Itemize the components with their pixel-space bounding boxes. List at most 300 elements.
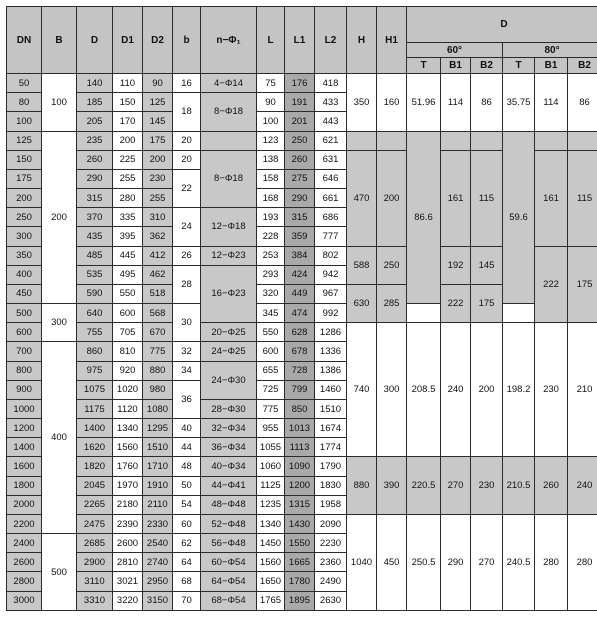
- cell-b: 36: [173, 380, 201, 418]
- col-header-b-group: B: [42, 7, 77, 74]
- cell-l1: 1895: [285, 591, 315, 610]
- cell-l: 550: [257, 323, 285, 342]
- cell-b2-60: 200: [471, 323, 503, 457]
- cell-d2: 670: [143, 323, 173, 342]
- cell-b: 60: [173, 514, 201, 533]
- cell-dn: 700: [7, 342, 42, 361]
- cell-dn: 2600: [7, 553, 42, 572]
- cell-t80: 35.75: [503, 74, 535, 132]
- cell-l: 775: [257, 399, 285, 418]
- cell-l1: 384: [285, 246, 315, 265]
- cell-d: 185: [77, 93, 113, 112]
- cell-n-phi: 8−Φ18: [201, 150, 257, 208]
- cell-l1: 449: [285, 284, 315, 303]
- cell-d1: 1760: [113, 457, 143, 476]
- cell-b: 30: [173, 304, 201, 342]
- cell-l: 158: [257, 169, 285, 188]
- cell-n-phi: 44−Φ41: [201, 476, 257, 495]
- cell-b: 20: [173, 150, 201, 169]
- cell-n-phi: 12−Φ18: [201, 208, 257, 246]
- cell-dn: 350: [7, 246, 42, 265]
- cell-b2-80-blank: [568, 131, 597, 150]
- cell-l: 1650: [257, 572, 285, 591]
- cell-h: 630: [347, 284, 377, 322]
- col-header-l1: L1: [285, 7, 315, 74]
- cell-h1: 160: [377, 74, 407, 132]
- table-row: [7, 514, 597, 533]
- cell-d2: 145: [143, 112, 173, 131]
- cell-l: 1060: [257, 457, 285, 476]
- cell-d: 2900: [77, 553, 113, 572]
- cell-n-phi: 24−Φ30: [201, 361, 257, 399]
- col-header-dn: DN: [7, 7, 42, 74]
- cell-d1: 1560: [113, 438, 143, 457]
- cell-l1: 315: [285, 208, 315, 227]
- cell-dn: 80: [7, 93, 42, 112]
- cell-l1: 176: [285, 74, 315, 93]
- cell-b1-80-blank: [535, 131, 568, 150]
- col-header-b2-80: B2: [568, 58, 597, 74]
- cell-t60: 51.96: [407, 74, 441, 132]
- cell-l: 1235: [257, 495, 285, 514]
- cell-l: 725: [257, 380, 285, 399]
- cell-d: 2685: [77, 534, 113, 553]
- cell-l1: 424: [285, 265, 315, 284]
- cell-d: 975: [77, 361, 113, 380]
- cell-d: 1175: [77, 399, 113, 418]
- cell-n-phi: 32−Φ34: [201, 419, 257, 438]
- cell-l1: 1013: [285, 419, 315, 438]
- cell-d2: 200: [143, 150, 173, 169]
- cell-l2: 967: [315, 284, 347, 303]
- cell-dn: 1800: [7, 476, 42, 495]
- cell-b: 22: [173, 169, 201, 207]
- cell-b: 62: [173, 534, 201, 553]
- col-header-h1: H1: [377, 7, 407, 74]
- cell-b: 54: [173, 495, 201, 514]
- cell-d1: 1120: [113, 399, 143, 418]
- cell-d1: 810: [113, 342, 143, 361]
- cell-n-phi: 36−Φ34: [201, 438, 257, 457]
- cell-d1: 495: [113, 265, 143, 284]
- cell-l2: 418: [315, 74, 347, 93]
- cell-h: 1040: [347, 514, 377, 610]
- cell-l: 75: [257, 74, 285, 93]
- col-header-d1: D1: [113, 7, 143, 74]
- cell-dn: 450: [7, 284, 42, 303]
- cell-d2: 1295: [143, 419, 173, 438]
- cell-l1: 474: [285, 304, 315, 323]
- cell-n-phi: 52−Φ48: [201, 514, 257, 533]
- cell-dn: 500: [7, 304, 42, 323]
- cell-l1: 728: [285, 361, 315, 380]
- cell-d2: 3150: [143, 591, 173, 610]
- cell-l1: 359: [285, 227, 315, 246]
- col-header-l: L: [257, 7, 285, 74]
- cell-l2: 992: [315, 304, 347, 323]
- cell-l1: 1665: [285, 553, 315, 572]
- cell-l2: 443: [315, 112, 347, 131]
- cell-dn: 250: [7, 208, 42, 227]
- cell-dn: 2200: [7, 514, 42, 533]
- cell-l2: 2630: [315, 591, 347, 610]
- col-header-l2: L2: [315, 7, 347, 74]
- cell-d2: 775: [143, 342, 173, 361]
- cell-d: 2475: [77, 514, 113, 533]
- cell-l2: 686: [315, 208, 347, 227]
- cell-dn: 1000: [7, 399, 42, 418]
- cell-b2-80: 86: [568, 74, 597, 132]
- cell-d2: 2540: [143, 534, 173, 553]
- cell-l: 1125: [257, 476, 285, 495]
- cell-dn: 175: [7, 169, 42, 188]
- cell-b: 44: [173, 438, 201, 457]
- cell-n-phi: 48−Φ48: [201, 495, 257, 514]
- cell-n-phi: 56−Φ48: [201, 534, 257, 553]
- cell-n-phi: 20−Φ25: [201, 323, 257, 342]
- cell-b2-80: 210: [568, 323, 597, 457]
- cell-dn: 600: [7, 323, 42, 342]
- cell-d: 370: [77, 208, 113, 227]
- cell-l1: 1200: [285, 476, 315, 495]
- cell-dn: 1600: [7, 457, 42, 476]
- cell-d1: 2600: [113, 534, 143, 553]
- cell-d: 260: [77, 150, 113, 169]
- cell-b-group: 100: [42, 74, 77, 132]
- cell-d2: 518: [143, 284, 173, 303]
- cell-h1: 200: [377, 150, 407, 246]
- cell-l2: 942: [315, 265, 347, 284]
- cell-d2: 2330: [143, 514, 173, 533]
- table-row: [7, 74, 597, 93]
- cell-d: 590: [77, 284, 113, 303]
- cell-b2-80: 280: [568, 514, 597, 610]
- cell-l2: 433: [315, 93, 347, 112]
- cell-l1: 260: [285, 150, 315, 169]
- cell-h: 470: [347, 150, 377, 246]
- cell-d: 1400: [77, 419, 113, 438]
- cell-b-group: 300: [42, 304, 77, 342]
- cell-d2: 2740: [143, 553, 173, 572]
- cell-d2: 310: [143, 208, 173, 227]
- col-header-h: H: [347, 7, 377, 74]
- cell-h: 350: [347, 74, 377, 132]
- cell-n-phi: 28−Φ30: [201, 399, 257, 418]
- cell-dn: 150: [7, 150, 42, 169]
- cell-dn: 50: [7, 74, 42, 93]
- cell-l: 90: [257, 93, 285, 112]
- cell-t60: 208.5: [407, 323, 441, 457]
- cell-d: 755: [77, 323, 113, 342]
- cell-b1-80: 114: [535, 74, 568, 132]
- cell-d1: 2390: [113, 514, 143, 533]
- cell-d1: 1340: [113, 419, 143, 438]
- cell-l: 100: [257, 112, 285, 131]
- cell-d1: 1970: [113, 476, 143, 495]
- cell-d: 205: [77, 112, 113, 131]
- cell-b-group: 400: [42, 342, 77, 534]
- cell-b1-60: 222: [441, 284, 471, 322]
- cell-l1: 1550: [285, 534, 315, 553]
- cell-d: 2265: [77, 495, 113, 514]
- cell-l1: 290: [285, 189, 315, 208]
- cell-d2: 362: [143, 227, 173, 246]
- cell-l1: 1430: [285, 514, 315, 533]
- cell-l1: 1780: [285, 572, 315, 591]
- cell-d2: 90: [143, 74, 173, 93]
- cell-l: 193: [257, 208, 285, 227]
- cell-d1: 335: [113, 208, 143, 227]
- cell-b: 48: [173, 457, 201, 476]
- col-header-b1-60: B1: [441, 58, 471, 74]
- cell-h-blank: [347, 131, 377, 150]
- cell-d2: 255: [143, 189, 173, 208]
- cell-l1: 1315: [285, 495, 315, 514]
- cell-h1: 250: [377, 246, 407, 284]
- cell-d1: 170: [113, 112, 143, 131]
- cell-b-group: 500: [42, 534, 77, 611]
- cell-b1-80: 280: [535, 514, 568, 610]
- cell-b1-80: 230: [535, 323, 568, 457]
- cell-d: 290: [77, 169, 113, 188]
- cell-l2: 1386: [315, 361, 347, 380]
- cell-n-phi: 60−Φ54: [201, 553, 257, 572]
- cell-dn: 1400: [7, 438, 42, 457]
- cell-l2: 2230: [315, 534, 347, 553]
- cell-l2: 1830: [315, 476, 347, 495]
- cell-l: 253: [257, 246, 285, 265]
- cell-d1: 280: [113, 189, 143, 208]
- cell-dn: 3000: [7, 591, 42, 610]
- cell-dn: 2800: [7, 572, 42, 591]
- cell-b: 34: [173, 361, 201, 380]
- cell-n-phi: 8−Φ18: [201, 93, 257, 131]
- cell-d: 1075: [77, 380, 113, 399]
- cell-d2: 1910: [143, 476, 173, 495]
- cell-d: 435: [77, 227, 113, 246]
- cell-d2: 1710: [143, 457, 173, 476]
- cell-b1-60: 240: [441, 323, 471, 457]
- cell-h1: 450: [377, 514, 407, 610]
- cell-h1: 285: [377, 284, 407, 322]
- cell-d1: 2180: [113, 495, 143, 514]
- cell-d: 3310: [77, 591, 113, 610]
- cell-d1: 395: [113, 227, 143, 246]
- cell-l2: 631: [315, 150, 347, 169]
- cell-l2: 1460: [315, 380, 347, 399]
- cell-d: 1820: [77, 457, 113, 476]
- cell-d: 485: [77, 246, 113, 265]
- cell-dn: 400: [7, 265, 42, 284]
- cell-d1: 3220: [113, 591, 143, 610]
- cell-l: 345: [257, 304, 285, 323]
- cell-l2: 1510: [315, 399, 347, 418]
- cell-d2: 230: [143, 169, 173, 188]
- cell-dn: 2000: [7, 495, 42, 514]
- cell-b: 40: [173, 419, 201, 438]
- cell-b1-80: 260: [535, 457, 568, 515]
- cell-l1: 628: [285, 323, 315, 342]
- table-row: [7, 323, 597, 342]
- cell-l: 293: [257, 265, 285, 284]
- cell-b1-80: 222: [535, 246, 568, 323]
- cell-n-phi: 24−Φ25: [201, 342, 257, 361]
- cell-dn: 900: [7, 380, 42, 399]
- table-row: [7, 304, 597, 323]
- cell-l2: 777: [315, 227, 347, 246]
- cell-t80: 198.2: [503, 323, 535, 457]
- cell-l: 320: [257, 284, 285, 303]
- cell-dn: 300: [7, 227, 42, 246]
- cell-dn: 100: [7, 112, 42, 131]
- cell-l: 1340: [257, 514, 285, 533]
- cell-b1-60: 192: [441, 246, 471, 284]
- cell-h: 740: [347, 323, 377, 457]
- cell-d: 140: [77, 74, 113, 93]
- cell-l2: 1336: [315, 342, 347, 361]
- cell-d: 3110: [77, 572, 113, 591]
- cell-d2: 880: [143, 361, 173, 380]
- cell-dn: 1200: [7, 419, 42, 438]
- cell-b: 20: [173, 131, 201, 150]
- cell-l: 655: [257, 361, 285, 380]
- cell-b1-60-blank: [441, 131, 471, 150]
- cell-l1: 678: [285, 342, 315, 361]
- col-header-b: b: [173, 7, 201, 74]
- cell-n-phi: 12−Φ23: [201, 246, 257, 265]
- cell-t80: 210.5: [503, 457, 535, 515]
- cell-b2-80: 175: [568, 246, 597, 323]
- cell-n-phi-blank: [201, 131, 257, 150]
- cell-l1: 250: [285, 131, 315, 150]
- cell-l: 228: [257, 227, 285, 246]
- cell-d1: 445: [113, 246, 143, 265]
- cell-l: 1560: [257, 553, 285, 572]
- cell-b1-60: 161: [441, 150, 471, 246]
- cell-d1: 1020: [113, 380, 143, 399]
- cell-l2: 1790: [315, 457, 347, 476]
- cell-l2: 1774: [315, 438, 347, 457]
- cell-d: 315: [77, 189, 113, 208]
- cell-d2: 980: [143, 380, 173, 399]
- cell-b: 24: [173, 208, 201, 246]
- cell-h1: 300: [377, 323, 407, 457]
- cell-l: 600: [257, 342, 285, 361]
- cell-b: 68: [173, 572, 201, 591]
- cell-d1: 2810: [113, 553, 143, 572]
- cell-h: 588: [347, 246, 377, 284]
- cell-d: 860: [77, 342, 113, 361]
- col-header-d-group: D: [407, 7, 597, 43]
- cell-b1-60: 290: [441, 514, 471, 610]
- cell-b2-60-blank: [471, 131, 503, 150]
- cell-l2: 802: [315, 246, 347, 265]
- cell-l: 1055: [257, 438, 285, 457]
- cell-b-group: 200: [42, 131, 77, 304]
- cell-d1: 255: [113, 169, 143, 188]
- cell-l2: 2090: [315, 514, 347, 533]
- cell-b1-60: 114: [441, 74, 471, 132]
- cell-l2: 2360: [315, 553, 347, 572]
- cell-l2: 1286: [315, 323, 347, 342]
- cell-h1-blank: [377, 131, 407, 150]
- col-header-d: D: [77, 7, 113, 74]
- cell-n-phi: 4−Φ14: [201, 74, 257, 93]
- cell-n-phi: 68−Φ54: [201, 591, 257, 610]
- cell-l1: 191: [285, 93, 315, 112]
- cell-b1-60: 270: [441, 457, 471, 515]
- cell-d2: 1080: [143, 399, 173, 418]
- cell-d2: 2110: [143, 495, 173, 514]
- col-header-b1-80: B1: [535, 58, 568, 74]
- cell-b: 28: [173, 265, 201, 303]
- cell-d1: 600: [113, 304, 143, 323]
- cell-l: 1765: [257, 591, 285, 610]
- cell-t80: 59.6: [503, 131, 535, 304]
- cell-d: 535: [77, 265, 113, 284]
- cell-l: 1450: [257, 534, 285, 553]
- cell-b1-80: 161: [535, 150, 568, 246]
- cell-b: 18: [173, 93, 201, 131]
- cell-b: 64: [173, 553, 201, 572]
- cell-b: 70: [173, 591, 201, 610]
- flange-dimension-table: [6, 6, 597, 611]
- cell-d1: 200: [113, 131, 143, 150]
- cell-d1: 110: [113, 74, 143, 93]
- cell-d2: 568: [143, 304, 173, 323]
- cell-d2: 1510: [143, 438, 173, 457]
- cell-h1: 390: [377, 457, 407, 515]
- cell-b2-80: 115: [568, 150, 597, 246]
- cell-b2-60: 270: [471, 514, 503, 610]
- col-header-60deg: 60°: [407, 43, 503, 58]
- cell-d1: 150: [113, 93, 143, 112]
- cell-dn: 125: [7, 131, 42, 150]
- cell-l1: 850: [285, 399, 315, 418]
- cell-d1: 705: [113, 323, 143, 342]
- cell-l1: 1113: [285, 438, 315, 457]
- cell-b2-80: 240: [568, 457, 597, 515]
- cell-l1: 275: [285, 169, 315, 188]
- cell-d2: 2950: [143, 572, 173, 591]
- cell-b: 32: [173, 342, 201, 361]
- cell-n-phi: 40−Φ34: [201, 457, 257, 476]
- cell-d1: 3021: [113, 572, 143, 591]
- cell-d: 2045: [77, 476, 113, 495]
- cell-b2-60: 230: [471, 457, 503, 515]
- cell-dn: 800: [7, 361, 42, 380]
- cell-d: 235: [77, 131, 113, 150]
- table-row: [7, 131, 597, 150]
- cell-d1: 225: [113, 150, 143, 169]
- cell-dn: 200: [7, 189, 42, 208]
- cell-l2: 1958: [315, 495, 347, 514]
- cell-l2: 661: [315, 189, 347, 208]
- cell-d2: 175: [143, 131, 173, 150]
- cell-n-phi: 64−Φ54: [201, 572, 257, 591]
- col-header-d2: D2: [143, 7, 173, 74]
- cell-l2: 1674: [315, 419, 347, 438]
- cell-dn: 2400: [7, 534, 42, 553]
- cell-b: 50: [173, 476, 201, 495]
- header-row: [7, 7, 597, 43]
- cell-l: 955: [257, 419, 285, 438]
- cell-b2-60: 115: [471, 150, 503, 246]
- cell-l1: 799: [285, 380, 315, 399]
- cell-d: 640: [77, 304, 113, 323]
- cell-l: 123: [257, 131, 285, 150]
- col-header-t80: T: [503, 58, 535, 74]
